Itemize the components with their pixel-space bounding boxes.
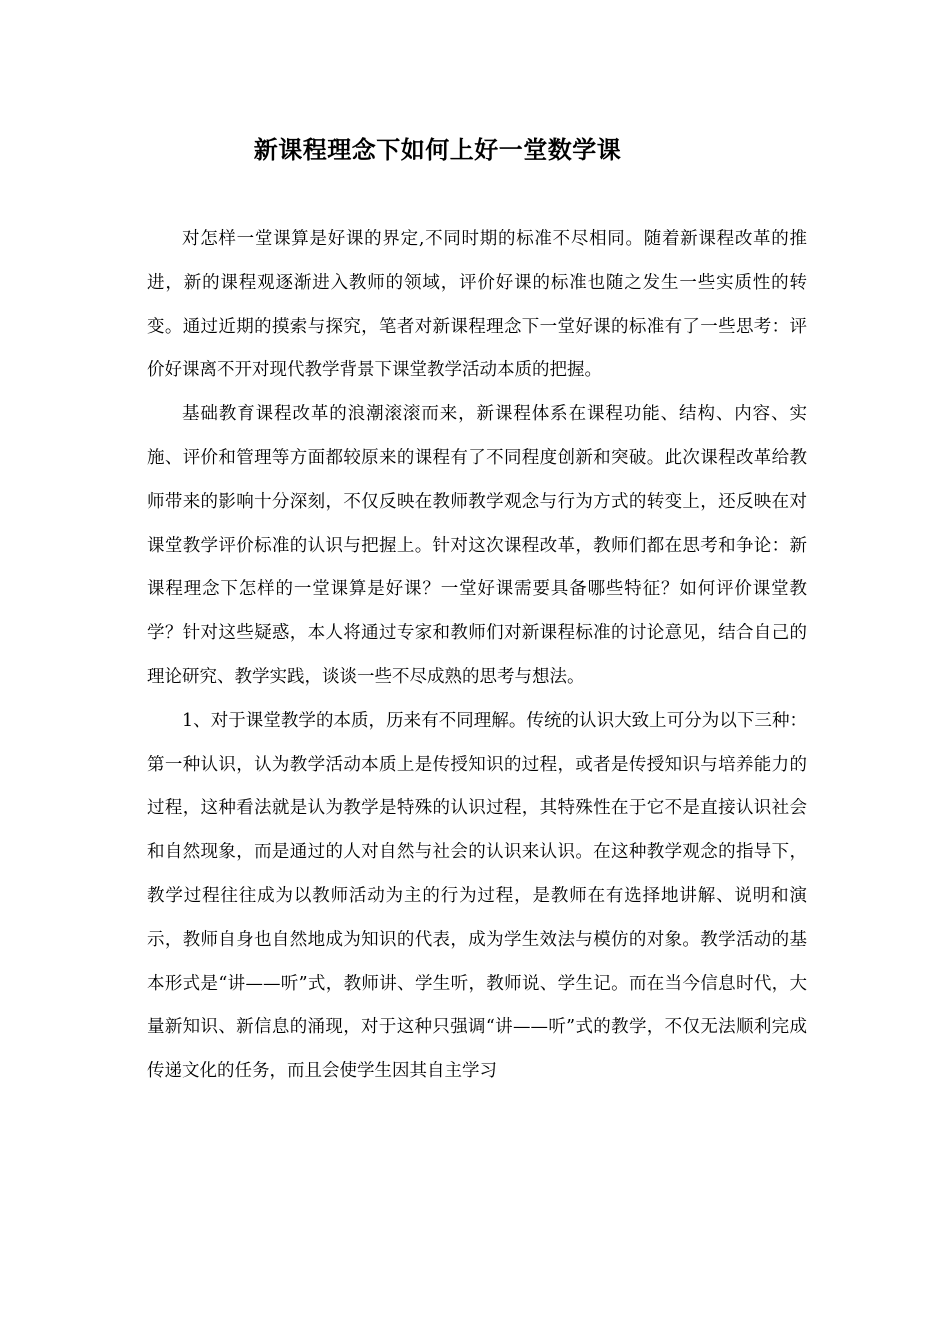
paragraph-background: 基础教育课程改革的浪潮滚滚而来，新课程体系在课程功能、结构、内容、实施、评价和管理等方面都较原来的课程有了不同程度创新和突破。此次课程改革给教师带来的影响十分深刻，不仅反映在教师教学观念与行为方式的转变上，还反映在对课堂教学评价标准的认识与把握上。针对这次课程改革，教师们都在思考和争论：新课程理念下怎样的一堂课算是好课？一堂好课需要具备哪些特征？如何评价课堂教学？针对这些疑惑，本人将通过专家和教师们对新课程标准的讨论意见，结合自己的理论研究、教学实践，谈谈一些不尽成熟的思考与想法。 — [147, 404, 807, 687]
document-title: 新课程理念下如何上好一堂数学课 — [253, 135, 622, 164]
paragraph-intro: 对怎样一堂课算是好课的界定,不同时期的标准不尽相同。随着新课程改革的推进，新的课程观逐渐进入教师的领域，评价好课的标准也随之发生一些实质性的转变。通过近期的摸索与探究，笔者对新课程理念下一堂好课的标准有了一些思考：评价好课离不开对现代教学背景下课堂教学活动本质的把握。 — [147, 229, 807, 381]
paragraph-section-1: 1、对于课堂教学的本质，历来有不同理解。传统的认识大致上可分为以下三种：第一种认识，认为教学活动本质上是传授知识的过程，或者是传授知识与培养能力的过程，这种看法就是认为教学是特殊的认识过程，其特殊性在于它不是直接认识社会和自然现象，而是通过的人对自然与社会的认识来认识。在这种教学观念的指导下，教学过程往往成为以教师活动为主的行为过程，是教师在有选择地讲解、说明和演示，教师自身也自然地成为知识的代表，成为学生效法与模仿的对象。教学活动的基本形式是“讲——听”式，教师讲、学生听，教师说、学生记。而在当今信息时代，大量新知识、新信息的涌现，对于这种只强调“讲——听”式的教学，不仅无法顺利完成传递文化的任务，而且会使学生因其自主学习 — [147, 710, 807, 1082]
document-body — [147, 218, 807, 1094]
